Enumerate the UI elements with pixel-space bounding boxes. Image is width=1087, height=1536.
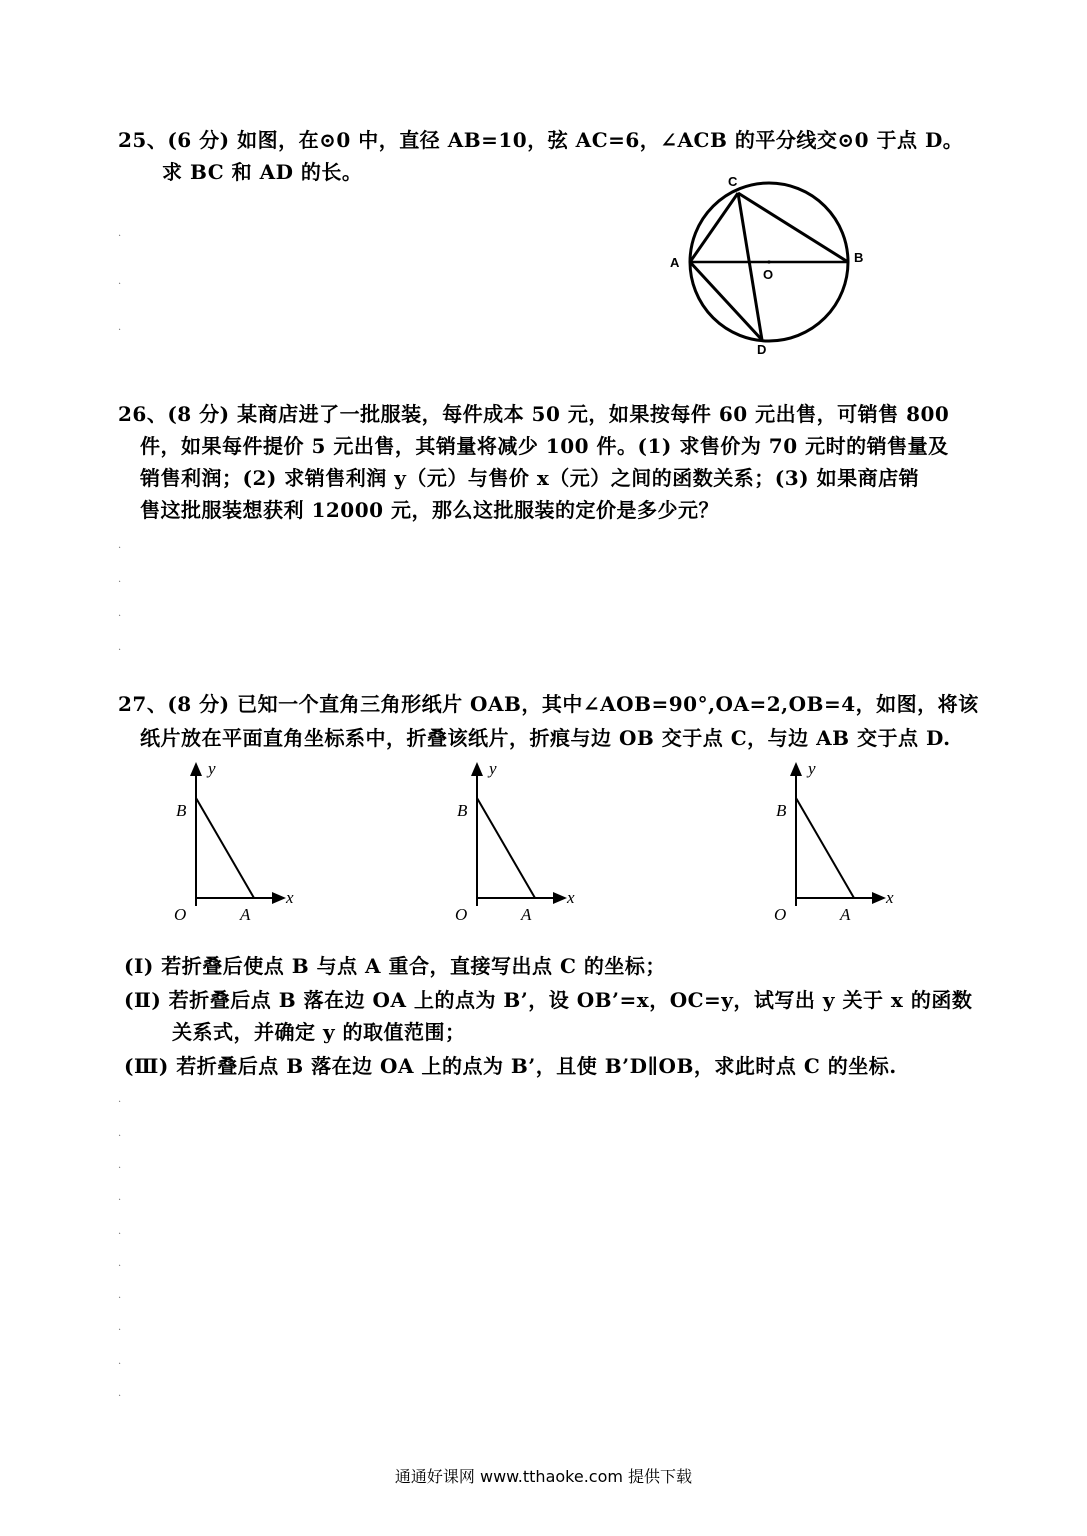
q27-figure-2 [449,758,589,928]
label-o: O [763,267,774,282]
label-d: D [757,342,767,357]
label-x: x [886,888,894,907]
q27-figure-1 [168,758,308,928]
page-footer: 通通好课网 www.tthaoke.com 提供下载 [394,1467,693,1486]
label-o: O [455,905,468,924]
x-arrow [553,892,567,904]
y-arrow [190,762,202,776]
label-y: y [208,759,216,778]
q25-text-line2: 求 BC 和 AD 的长。 [162,160,363,184]
margin-dot: . [118,642,122,653]
margin-dot: . [118,276,122,287]
segment-ba [796,798,854,898]
label-b: B [457,801,468,820]
q27-text-line2: 纸片放在平面直角坐标系中，折叠该纸片，折痕与边 OB 交于点 C，与边 AB 交于点 D. [140,726,951,750]
label-y: y [489,759,497,778]
margin-dot: . [118,1192,122,1203]
segment-ba [477,798,535,898]
q27-part1: (Ⅰ) 若折叠后使点 B 与点 A 重合，直接写出点 C 的坐标； [124,954,666,978]
q25-circle-figure [660,170,890,360]
q26-text-line1: 26、(8 分) 某商店进了一批服装，每件成本 50 元，如果按每件 60 元出售，可销售 800 [118,402,950,426]
margin-dot: . [118,1094,122,1105]
margin-dot: . [118,1258,122,1269]
margin-dot: . [118,1128,122,1139]
margin-dot: . [118,322,122,333]
label-o: O [174,905,187,924]
q27-part2-line2: 关系式，并确定 y 的取值范围； [172,1020,466,1044]
margin-dot: . [118,608,122,619]
label-a: A [670,255,680,270]
label-a: A [840,905,851,924]
q26-text-line4: 售这批服装想获利 12000 元，那么这批服装的定价是多少元？ [140,498,720,522]
margin-dot: . [118,1160,122,1171]
y-arrow [471,762,483,776]
label-x: x [567,888,575,907]
y-arrow [790,762,802,776]
margin-dot: . [118,1388,122,1399]
margin-dot: . [118,1226,122,1237]
q26-text-line3: 销售利润；(2) 求销售利润 y（元）与售价 x（元）之间的函数关系；(3) 如果商店销 [140,466,920,490]
margin-dot: . [118,228,122,239]
margin-dot: . [118,1356,122,1367]
q27-figure-3 [768,758,908,928]
q27-text-line1: 27、(8 分) 已知一个直角三角形纸片 OAB，其中∠AOB=90°,OA=2,OB=4，如图，将该 [118,692,979,716]
chord-cb [738,193,848,262]
center-point [767,260,770,263]
margin-dot: . [118,1290,122,1301]
label-a: A [240,905,251,924]
margin-dot: . [118,540,122,551]
q27-part3: (Ⅲ) 若折叠后点 B 落在边 OA 上的点为 B’，且使 B’D∥OB，求此时点 C 的坐标. [124,1054,897,1078]
label-y: y [808,759,816,778]
label-x: x [286,888,294,907]
margin-dot: . [118,1322,122,1333]
label-a: A [521,905,532,924]
label-c: C [728,174,738,189]
x-arrow [872,892,886,904]
q26-text-line2: 件，如果每件提价 5 元出售，其销量将减少 100 件。(1) 求售价为 70 元时的销售量及 [140,434,949,458]
x-arrow [272,892,286,904]
label-b: B [176,801,187,820]
q25-text-line1: 25、(6 分) 如图，在⊙0 中，直径 AB=10，弦 AC=6，∠ACB 的平分线交⊙0 于点 D。 [118,128,964,152]
label-o: O [774,905,787,924]
label-b: B [854,250,864,265]
segment-ba [196,798,254,898]
q27-part2-line1: (Ⅱ) 若折叠后点 B 落在边 OA 上的点为 B’，设 OB’=x，OC=y，试写出 y 关于 x 的函数 [124,988,973,1012]
margin-dot: . [118,574,122,585]
label-b: B [776,801,787,820]
